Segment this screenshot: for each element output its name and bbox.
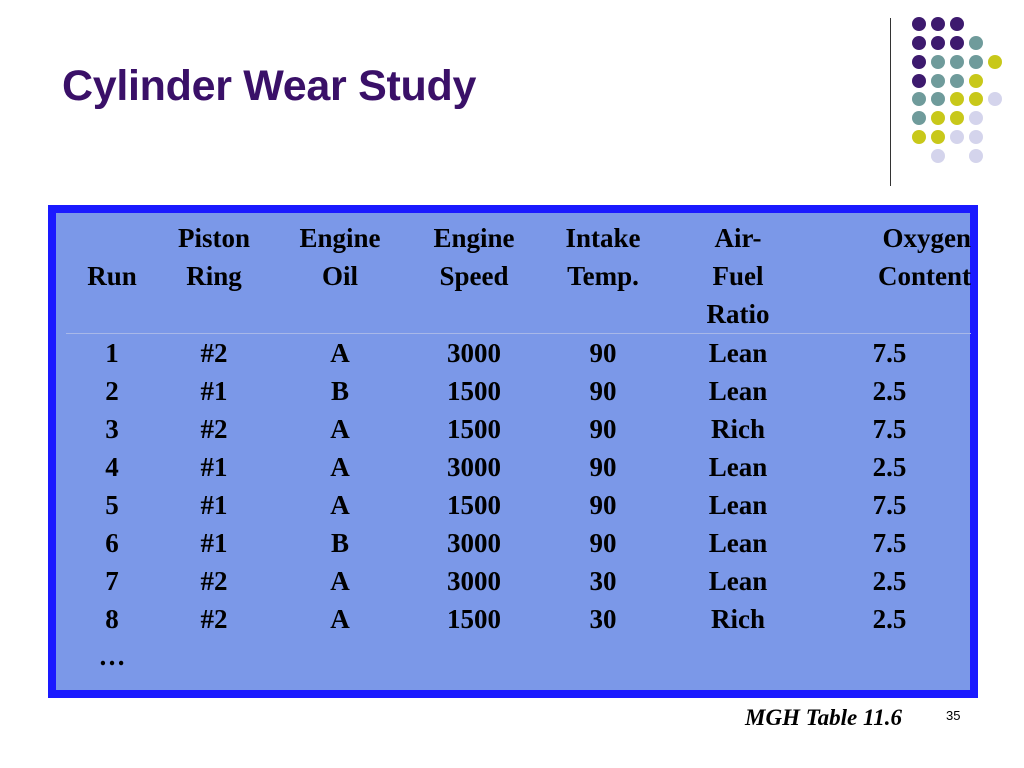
cell-oxygen-content: 2.5 [872,452,907,482]
header-piston-ring: Piston Ring [177,223,250,291]
cell-air-fuel-ratio: Lean [708,490,768,520]
empty-cell [410,638,538,674]
cell-oxygen-content: 7.5 [872,414,907,444]
cell-engine-oil: B [330,528,349,558]
table-row [66,372,971,410]
decor-dot-teal [950,55,964,69]
decor-dot-lavender [969,130,983,144]
cell-engine-oil: A [330,338,350,368]
cell-piston-ring: #2 [200,604,228,634]
table-row [66,562,971,600]
decor-dot-yellow [931,130,945,144]
cell-air-fuel-ratio: Lean [708,566,768,596]
cell-air-fuel-ratio: Lean [708,452,768,482]
table-panel-inner [56,213,970,690]
cell-intake-temp: 90 [589,528,617,558]
decor-dot-lavender [988,92,1002,106]
empty-cell [668,638,808,674]
decor-dot-lavender [931,149,945,163]
table-header-row [66,219,971,334]
decor-dot-teal [931,74,945,88]
cell-run: 3 [105,414,119,444]
decor-dot-teal [931,55,945,69]
cell-intake-temp: 90 [589,414,617,444]
cell-intake-temp: 90 [589,452,617,482]
cell-run: 5 [105,490,119,520]
cell-engine-oil: A [330,490,350,520]
cell-engine-speed: 3000 [447,566,501,596]
table-panel [48,205,978,698]
cell-engine-speed: 1500 [447,604,501,634]
header-run: Run [87,261,137,291]
slide-title: Cylinder Wear Study [62,62,477,110]
cell-oxygen-content: 7.5 [872,338,907,368]
table-row [66,448,971,486]
cell-piston-ring: #1 [200,490,228,520]
decor-dot-purple [931,17,945,31]
cell-run: 1 [105,338,119,368]
table-continuation-row [66,638,971,674]
header-intake-temp: Intake Temp. [565,223,641,291]
decor-dot-teal [912,92,926,106]
decor-dot-purple [912,36,926,50]
table-row [66,600,971,638]
table-row [66,486,971,524]
decor-dot-yellow [950,92,964,106]
cell-piston-ring: #1 [200,376,228,406]
decor-dot-yellow [950,111,964,125]
cell-engine-speed: 1500 [447,376,501,406]
cell-engine-oil: B [330,376,349,406]
cell-run: 6 [105,528,119,558]
decor-dot-lavender [950,130,964,144]
cell-oxygen-content: 2.5 [872,566,907,596]
cell-intake-temp: 90 [589,338,617,368]
decor-dot-yellow [969,92,983,106]
table-row [66,524,971,562]
empty-cell [808,638,971,674]
decor-dot-teal [950,74,964,88]
decor-dot-lavender [969,111,983,125]
cell-air-fuel-ratio: Rich [711,604,765,634]
header-oxygen-content: Oxygen Content [878,223,971,291]
empty-cell [270,638,410,674]
header-engine-speed: Engine Speed [433,223,515,291]
cell-piston-ring: #2 [200,414,228,444]
page-number: 35 [946,708,961,723]
cell-intake-temp: 90 [589,490,617,520]
decor-dot-purple [950,36,964,50]
cell-engine-oil: A [330,566,350,596]
cylinder-wear-table [66,219,971,674]
cell-air-fuel-ratio: Lean [708,528,768,558]
table-row [66,334,971,373]
cell-run: 4 [105,452,119,482]
cell-engine-oil: A [330,414,350,444]
cell-intake-temp: 90 [589,376,617,406]
decor-dot-teal [969,55,983,69]
cell-run: 8 [105,604,119,634]
decor-dot-purple [912,55,926,69]
decor-dot-teal [969,36,983,50]
empty-cell [538,638,668,674]
decor-dot-teal [912,111,926,125]
table-row [66,410,971,448]
decorative-dot-grid [0,0,1024,200]
decor-dot-purple [931,36,945,50]
cell-piston-ring: #1 [200,528,228,558]
empty-cell [158,638,270,674]
decor-dot-teal [931,92,945,106]
cell-intake-temp: 30 [589,566,617,596]
cell-air-fuel-ratio: Lean [708,338,768,368]
decor-dot-yellow [969,74,983,88]
cell-intake-temp: 30 [589,604,617,634]
cell-oxygen-content: 2.5 [872,604,907,634]
cell-engine-speed: 3000 [447,338,501,368]
cell-engine-speed: 3000 [447,528,501,558]
cell-run: 7 [105,566,119,596]
cell-oxygen-content: 7.5 [872,528,907,558]
cell-engine-speed: 1500 [447,490,501,520]
cell-engine-speed: 1500 [447,414,501,444]
cell-oxygen-content: 7.5 [872,490,907,520]
cell-air-fuel-ratio: Rich [711,414,765,444]
cell-engine-oil: A [330,604,350,634]
decor-dot-yellow [912,130,926,144]
cell-engine-oil: A [330,452,350,482]
cell-engine-speed: 3000 [447,452,501,482]
decor-dot-yellow [988,55,1002,69]
header-air-fuel-ratio: Air- Fuel Ratio [706,223,770,329]
cell-oxygen-content: 2.5 [872,376,907,406]
continuation-ellipsis: … [98,641,126,671]
decor-dot-purple [912,74,926,88]
header-engine-oil: Engine Oil [299,223,381,291]
cell-run: 2 [105,376,119,406]
decor-dot-yellow [931,111,945,125]
cell-piston-ring: #1 [200,452,228,482]
cell-piston-ring: #2 [200,338,228,368]
source-citation: MGH Table 11.6 [745,705,902,730]
decor-dot-lavender [969,149,983,163]
decor-dot-purple [912,17,926,31]
cell-air-fuel-ratio: Lean [708,376,768,406]
decor-dot-purple [950,17,964,31]
cell-piston-ring: #2 [200,566,228,596]
